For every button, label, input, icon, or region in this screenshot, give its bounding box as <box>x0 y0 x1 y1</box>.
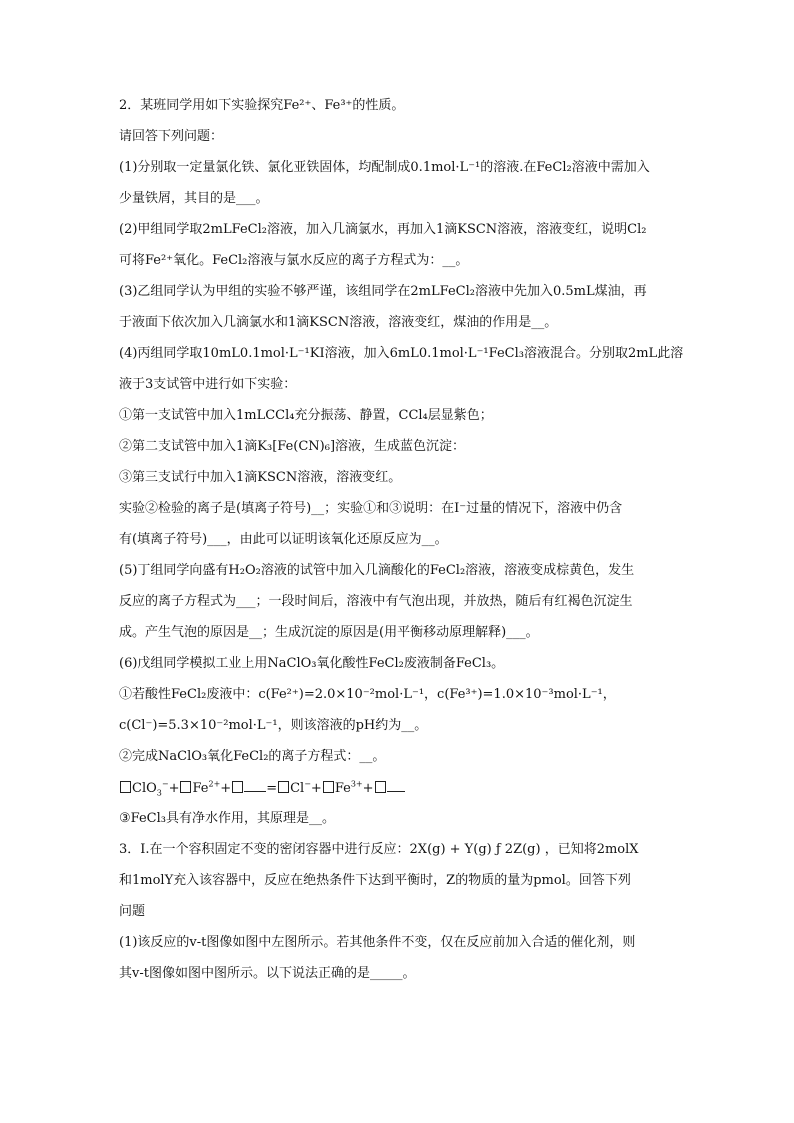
question-3-part1-line2: 其v-t图像如图中图所示。以下说法正确的是_____。 <box>119 966 416 981</box>
plus-sign: + <box>168 781 180 796</box>
cl-formula: Cl <box>290 781 305 796</box>
q2-part1-line1: (1)分别取一定量氯化铁、氯化亚铁固体，均配制成0.1mol·L⁻¹的溶液.在FeCl₂溶液中需加入 <box>119 160 650 175</box>
q2-part3-line2: 于液面下依次加入几滴氯水和1滴KSCN溶液，溶液变红，煤油的作用是__。 <box>119 315 558 330</box>
answer-blank[interactable] <box>387 779 405 792</box>
answer-blank[interactable] <box>244 779 266 792</box>
q2-part4-step2: ②第二支试管中加入1滴K₃[Fe(CN)₆]溶液，生成蓝色沉淀： <box>119 439 466 454</box>
q2-part4-line2: 液于3支试管中进行如下实验： <box>119 377 297 392</box>
q2-part4-line1: (4)丙组同学取10mL0.1mol·L⁻¹KI溶液，加入6mL0.1mol·L⁻¹FeCl₃溶液混合。分别取2mL此溶 <box>119 346 684 361</box>
coefficient-box[interactable] <box>278 781 289 793</box>
fe3-formula: Fe <box>334 781 351 796</box>
q2-part2-line2: 可将Fe²⁺氧化。FeCl₂溶液与氯水反应的离子方程式为：__。 <box>119 253 469 268</box>
q2-part4-step3: ③第三支试行中加入1滴KSCN溶液，溶液变红。 <box>119 470 402 485</box>
coefficient-box[interactable] <box>323 781 334 793</box>
plus-sign: + <box>362 781 374 796</box>
document-page <box>119 97 684 996</box>
question-2-title: 2．某班同学用如下实验探究Fe²⁺、Fe³⁺的性质。 <box>119 98 405 113</box>
q2-part6-sub1-line2: c(Cl⁻)=5.3×10⁻²mol·L⁻¹，则该溶液的pH约为__。 <box>119 718 428 733</box>
q2-part5-line1: (5)丁组同学向盛有H₂O₂溶液的试管中加入几滴酸化的FeCl₂溶液，溶液变成棕黄色，发生 <box>119 563 635 578</box>
coefficient-box[interactable] <box>375 781 386 793</box>
clo3-formula: ClO <box>132 781 157 796</box>
coefficient-box[interactable] <box>180 781 191 793</box>
q2-part4-step1: ①第一支试管中加入1mLCCl₄充分振荡、静置，CCl₄层显紫色； <box>119 408 493 423</box>
ionic-equation-template: $ClO_3^-+ Fe^{2+}+ = Cl^-+ Fe^{3+}+$ <box>119 779 684 810</box>
coefficient-box[interactable] <box>232 781 243 793</box>
q2-part1-line2: 少量铁屑，其目的是___。 <box>119 191 269 206</box>
plus-sign: + <box>220 781 232 796</box>
q2-part4-question-line1: 实验②检验的离子是(填离子符号)__；实验①和③说明：在I⁻过量的情况下，溶液中仍含 <box>119 501 623 516</box>
coefficient-box[interactable] <box>120 781 131 793</box>
q2-part6-sub3: ③FeCl₃具有净水作用，其原理是__。 <box>119 811 335 826</box>
plus-sign: + <box>310 781 322 796</box>
question-3-line3: 问题 <box>119 904 146 919</box>
question-3-part1-line1: (1)该反应的v-t图像如图中左图所示。若其他条件不变，仅在反应前加入合适的催化剂，则 <box>119 935 636 950</box>
q2-part2-line1: (2)甲组同学取2mLFeCl₂溶液，加入几滴氯水，再加入1滴KSCN溶液，溶液变红，说明Cl₂ <box>119 222 647 237</box>
question-2-intro: 请回答下列问题： <box>119 129 224 144</box>
q2-part5-line3: 成。产生气泡的原因是__；生成沉淀的原因是(用平衡移动原理解释)___。 <box>119 625 539 640</box>
q2-part6-sub2: ②完成NaClO₃氧化FeCl₂的离子方程式：__。 <box>119 749 386 764</box>
question-3-line2: 和1molY充入该容器中，反应在绝热条件下达到平衡时，Z的物质的量为pmol。回答下列 <box>119 873 631 888</box>
fe2-formula: Fe <box>192 781 209 796</box>
q2-part3-line1: (3)乙组同学认为甲组的实验不够严谨，该组同学在2mLFeCl₂溶液中先加入0.5mL煤油，再 <box>119 284 647 299</box>
q2-part5-line2: 反应的离子方程式为___；一段时间后，溶液中有气泡出现，并放热，随后有红褐色沉淀生 <box>119 594 633 609</box>
q2-part6-sub1-line1: ①若酸性FeCl₂废液中：c(Fe²⁺)=2.0×10⁻²mol·L⁻¹，c(Fe³⁺)=1.0×10⁻³mol·L⁻¹， <box>119 687 616 702</box>
question-3-line1: 3．I.在一个容积固定不变的密闭容器中进行反应：2X(g) + Y(g) ƒ 2Z(g) ，已知将2molX <box>119 842 639 857</box>
q2-part6-line1: (6)戊组同学模拟工业上用NaClO₃氧化酸性FeCl₂废液制备FeCl₃。 <box>119 656 505 671</box>
equals-sign: = <box>266 781 278 796</box>
q2-part4-question-line2: 有(填离子符号)___，由此可以证明该氧化还原反应为__。 <box>119 532 448 547</box>
